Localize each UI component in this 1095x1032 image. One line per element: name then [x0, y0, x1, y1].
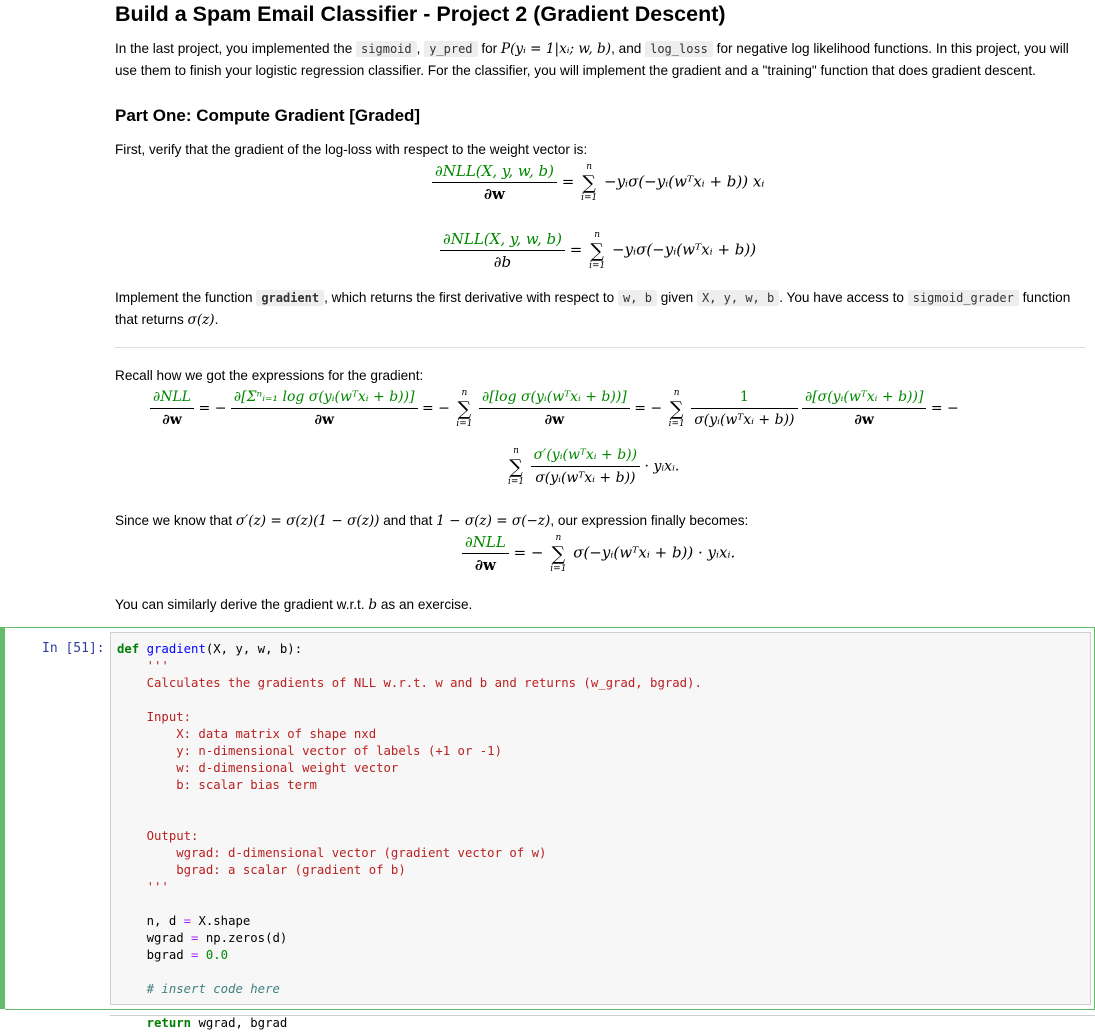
code-source[interactable]: def gradient(X, y, w, b): ''' Calculates the gradients of NLL w.r.t. w and b and returns (w_grad, bgrad). Input: X: data matrix of shape nxd y: n-dimensional vector of labels (+1 or -1) w: d-dimensional weight vector b: scalar bias term Output: wgrad: d-dimensional vector (gradient vector of w) bgrad: a scalar (gradient of b) ''' n, d = X.shape wgrad = np.zeros(d) bgrad = 0.0 # insert code here return wgrad, bgrad [117, 642, 702, 1030]
code-log-loss: log_loss [645, 41, 713, 57]
intro-paragraph: In the last project, you implemented the sigmoid , y_pred for P(yᵢ = 1|xᵢ; w, b), and log_loss for negative log likelihood functions. In this project, you will use them to finish your logistic regression classifier. For the classifier, you will implement the gradient and a "training" function that does gradient descent. [115, 41, 1069, 78]
code-x-y-w-b: X, y, w, b [697, 290, 779, 306]
similarly-text: You can similarly derive the gradient w.r.t. b as an exercise. [115, 597, 473, 613]
equation-gradient-b: $\frac{\text{∂NLL(X, y, w, b)}}{\partial b}$ = n ∑ i=1 −yᵢσ(−yᵢ(wᵀxᵢ + b)) [440, 228, 756, 273]
code-cell[interactable] [0, 627, 1095, 1030]
code-sigmoid-grader: sigmoid_grader [908, 290, 1019, 306]
since-paragraph: Since we know that σ′(z) = σ(z)(1 − σ(z)) and that 1 − σ(z) = σ(−z), our expression finally becomes: [115, 513, 749, 529]
code-y-pred: y_pred [424, 41, 477, 57]
derivation-row-2: n ∑ i=1 $\frac{\text{σ′(yᵢ(wᵀxᵢ + b))}}{\text{σ(yᵢ(wᵀxᵢ + b))}}$ · yᵢxᵢ. [508, 445, 680, 487]
page-title: Build a Spam Email Classifier - Project 2 (Gradient Descent) [115, 2, 726, 26]
implement-paragraph: Implement the function gradient , which returns the first derivative with respect to w, b given X, y, w, b . You have access to sigmoid_grader function that returns σ(z). [115, 290, 1071, 328]
next-cell-edge [110, 1015, 1095, 1016]
equation-final: $\frac{\text{∂NLL}}{\partial w}$ = − n ∑ i=1 σ(−yᵢ(wᵀxᵢ + b)) · yᵢxᵢ. [462, 531, 735, 576]
section-divider [115, 347, 1085, 348]
verify-text: First, verify that the gradient of the log-loss with respect to the weight vector is: [115, 142, 588, 157]
math-sigma-z: σ(z) [187, 312, 215, 328]
cell-prompt: In [51]: [42, 641, 105, 656]
part-one-heading: Part One: Compute Gradient [Graded] [115, 106, 421, 125]
derivation-row-1: $\frac{\text{∂NLL}}{\partial w}$ = − $\frac{\text{∂[Σⁿᵢ₌₁ log σ(yᵢ(wᵀxᵢ + b))]}}{\partial w}$ = − n ∑ i=1 $\frac{\text{∂[log σ(yᵢ(wᵀxᵢ + b))]}}{\partial w}$ = − n ∑ i=1 $\frac{1}{\text{σ(yᵢ(wᵀxᵢ + b))}}$ $\frac{\text{∂[σ(yᵢ(wᵀxᵢ + b))]}}{\partial w}$ = − [150, 386, 959, 431]
recall-text: Recall how we got the expressions for the gradient: [115, 368, 424, 383]
code-sigmoid: sigmoid [356, 41, 417, 57]
equation-gradient-w: $\frac{\text{∂NLL(X, y, w, b)}}{\partial w}$ = n ∑ i=1 −yᵢσ(−yᵢ(wᵀxᵢ + b)) xᵢ [432, 160, 764, 205]
math-probability: P(yᵢ = 1|xᵢ; w, b) [500, 41, 612, 57]
code-w-b: w, b [618, 290, 657, 306]
code-gradient: gradient [256, 290, 324, 306]
code-editor[interactable] [110, 632, 1091, 1030]
